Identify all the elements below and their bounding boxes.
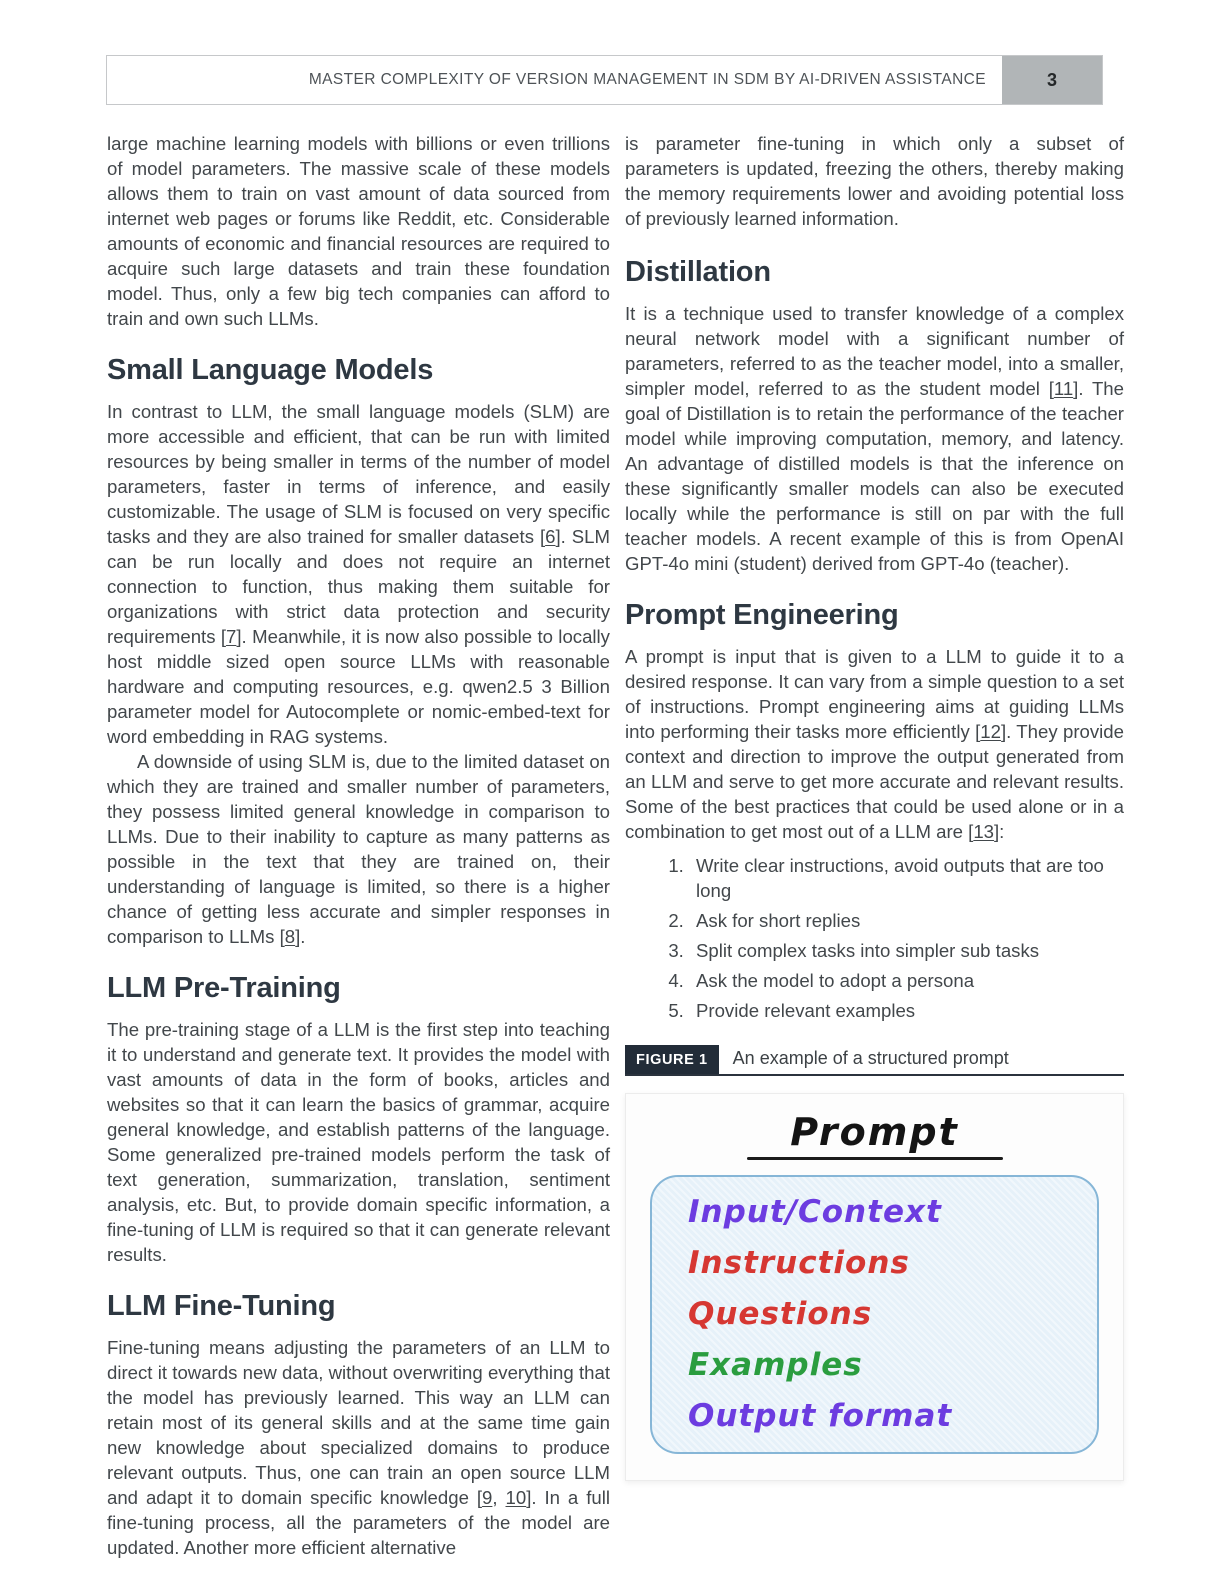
reference-link[interactable]: 12 (980, 721, 1001, 742)
paragraph-llm-intro-continued: large machine learning models with billions or even trillions of model parameters. The massive scale of these models allows them to train on vast amount of data sourced from internet web pages or forums like Reddit, etc. Considerable amounts of economic and financial resources are required to acquire such large datasets and train these foundation model. Thus, only a few big tech companies can afford to train and own such LLMs. (107, 133, 610, 329)
best-practice-item-4: 4. Ask the model to adopt a persona (689, 968, 1124, 993)
heading-small-language-models: Small Language Models (107, 354, 434, 386)
best-practice-item-5: 5. Provide relevant examples (689, 998, 1124, 1023)
heading-llm-pre-training: LLM Pre-Training (107, 972, 341, 1004)
paragraph-slm-1: In contrast to LLM, the small language models (SLM) are more accessible and efficient, that can be run with limited resources by being smaller in terms of the number of model parameters, faster in terms of inference, and easily customizable. The usage of SLM is focused on very specific tasks and they are also trained for smaller datasets [6]. SLM can be run locally and does not require an internet connection to function, thus making them suitable for organizations with strict data protection and security requirements [7]. Meanwhile, it is now also possible to locally host middle sized open source LLMs with reasonable hardware and computing resources, e.g. qwen2.5 3 Billion parameter model for Autocomplete or nomic-embed-text for word embedding in RAG systems. (107, 401, 610, 747)
prompt-item-examples: Examples (688, 1347, 863, 1383)
best-practices-list (625, 853, 1124, 1023)
prompt-structure-panel (650, 1175, 1099, 1454)
page-number-badge: 3 (1002, 56, 1102, 104)
figure-caption: An example of a structured prompt (732, 1048, 1009, 1068)
heading-llm-fine-tuning: LLM Fine-Tuning (107, 1290, 336, 1322)
reference-link[interactable]: 10 (505, 1487, 527, 1508)
reference-link[interactable]: 8 (284, 926, 296, 947)
prompt-item-output-format: Output format (688, 1398, 953, 1434)
prompt-item-input-context: Input/Context (688, 1194, 942, 1230)
figure-caption-row (625, 1045, 1124, 1076)
paragraph-pretraining: The pre-training stage of a LLM is the first step into teaching it to understand and generate text. It provides the model with vast amounts of data in the form of books, articles and websites so that it can learn the basics of grammar, acquire general knowledge, and establish patterns of the language. Some generalized pre-trained models perform the task of text generation, summarization, translation, sentiment analysis, etc. But, to provide domain specific information, a fine-tuning of LLM is required so that it can generate relevant results. (107, 1019, 610, 1265)
paragraph-prompt-engineering: A prompt is input that is given to a LLM to guide it to a desired response. It can vary from a simple question to a set of instructions. Prompt engineering aims at guiding LLMs into performing their tasks more efficiently [12]. They provide context and direction to improve the output generated from an LLM and serve to get more accurate and relevant results. Some of the best practices that could be used alone or in a combination to get most out of a LLM are [13]: (625, 646, 1124, 842)
reference-link[interactable]: 9 (482, 1487, 493, 1508)
reference-link[interactable]: 13 (973, 821, 994, 842)
figure-label: FIGURE 1 (625, 1045, 719, 1074)
figure-1 (625, 1045, 1124, 1481)
best-practice-item-2: 2. Ask for short replies (689, 908, 1124, 933)
figure-image (625, 1093, 1124, 1481)
paragraph-distillation: It is a technique used to transfer knowledge of a complex neural network model with a significant number of parameters, referred to as the teacher model, into a smaller, simpler model, referred to as the student model [11]. The goal of Distillation is to retain the performance of the teacher model while improving computation, memory, and latency. An advantage of distilled models is that the inference on these significantly smaller models can also be executed locally while the performance is still on par with the full teacher models. A recent example of this is from OpenAI GPT-4o mini (student) derived from GPT-4o (teacher). (625, 303, 1124, 574)
reference-link[interactable]: 6 (545, 526, 556, 547)
heading-prompt-engineering: Prompt Engineering (625, 599, 899, 631)
running-header (106, 55, 1103, 105)
prompt-item-instructions: Instructions (688, 1245, 910, 1281)
best-practice-item-1: 1. Write clear instructions, avoid outputs that are too long (689, 853, 1124, 903)
paragraph-finetuning: Fine-tuning means adjusting the parameters of an LLM to direct it towards new data, without overwriting everything that the model has previously learned. This way an LLM can retain most of its general skills and at the same time gain new knowledge about specialized domains to produce relevant outputs. Thus, one can train an open source LLM and adapt it to domain specific knowledge [9, 10]. In a full fine-tuning process, all the parameters of the model are updated. Another more efficient alternative (107, 1337, 610, 1558)
paragraph-parameter-finetuning: is parameter fine-tuning in which only a subset of parameters is updated, freezing the others, thereby making the memory requirements lower and avoiding potential loss of previously learned information. (625, 133, 1124, 229)
figure-prompt-title: Prompt (790, 1110, 959, 1154)
left-column (107, 131, 610, 1560)
reference-link[interactable]: 11 (1053, 378, 1074, 399)
prompt-item-questions: Questions (688, 1296, 873, 1332)
body-columns (107, 131, 1124, 1560)
best-practice-item-3: 3. Split complex tasks into simpler sub tasks (689, 938, 1124, 963)
reference-link[interactable]: 7 (226, 626, 237, 647)
paragraph-slm-2: A downside of using SLM is, due to the limited dataset on which they are trained and smaller number of parameters, they possess limited general knowledge in comparison to LLMs. Due to their inability to capture as many patterns as possible in the text that they are trained on, their understanding of language is limited, so there is a higher chance of getting less accurate and simpler responses in comparison to LLMs [8]. (107, 751, 610, 947)
right-column (625, 131, 1124, 1560)
running-header-title: MASTER COMPLEXITY OF VERSION MANAGEMENT IN SDM BY AI-DRIVEN ASSISTANCE (308, 71, 986, 88)
prompt-underline-stroke (747, 1157, 1003, 1160)
heading-distillation: Distillation (625, 256, 771, 288)
